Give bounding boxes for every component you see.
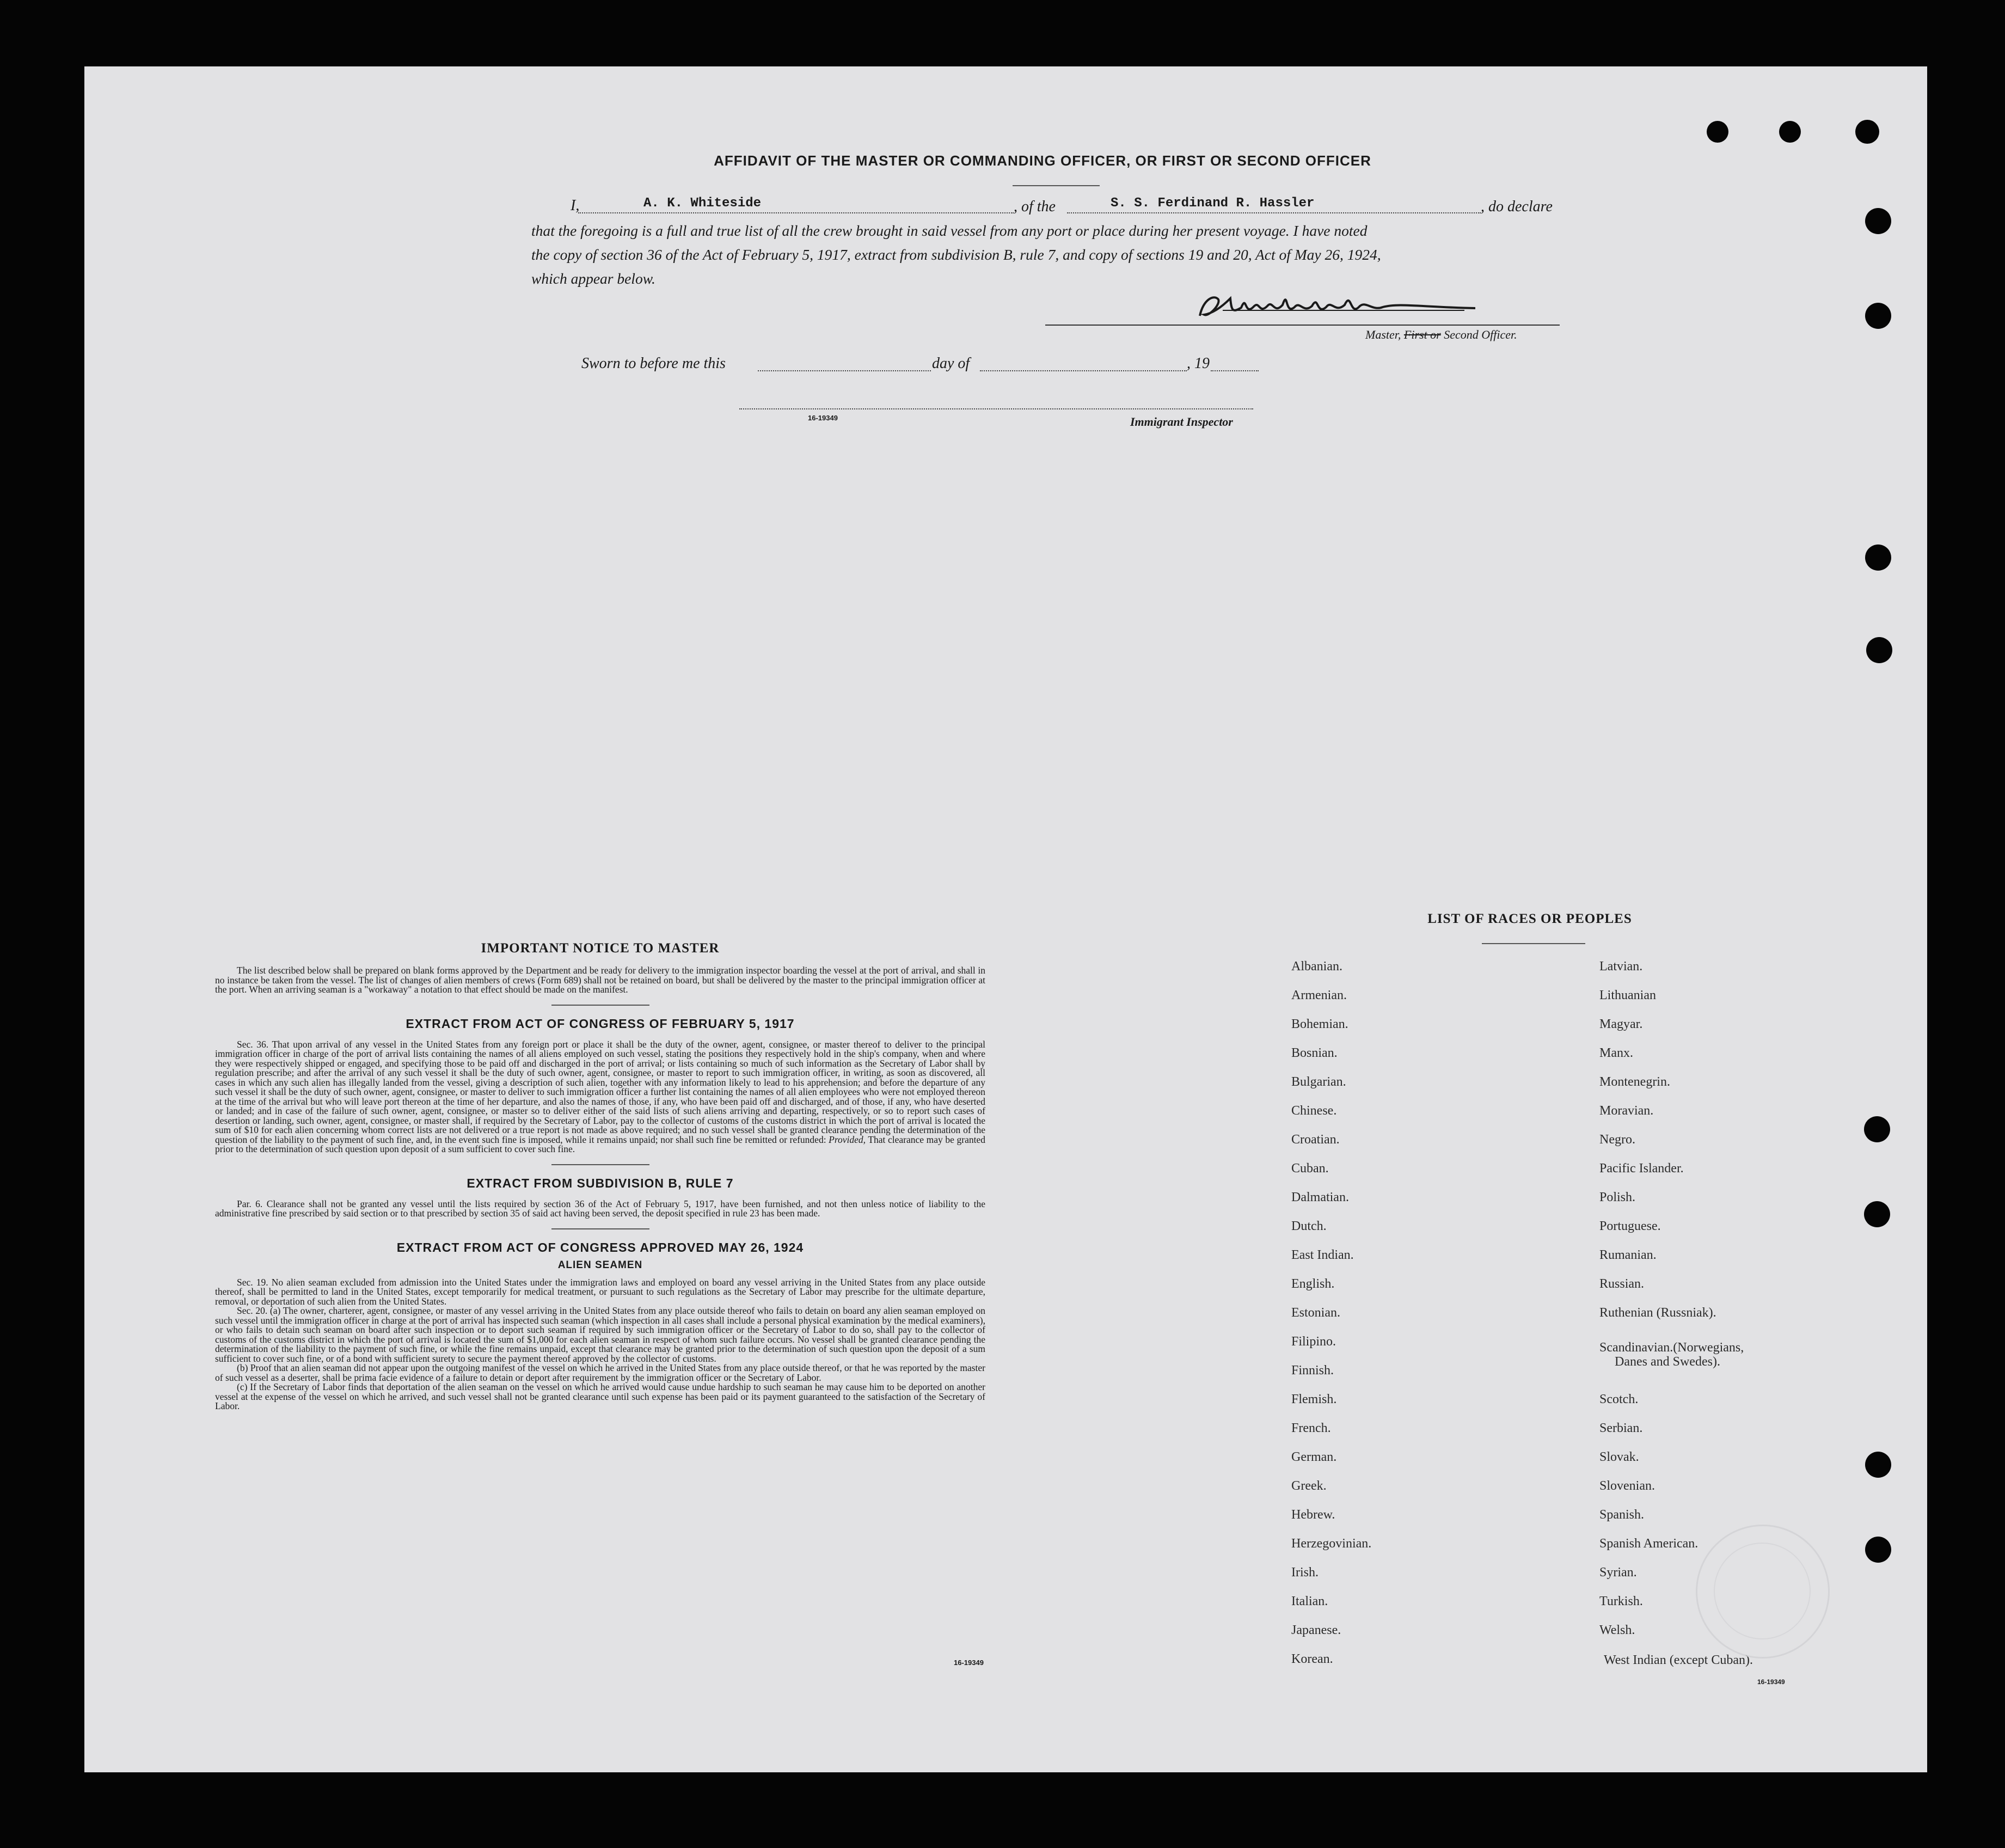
race-item: West Indian (except Cuban). bbox=[1604, 1653, 1753, 1667]
inspector-line bbox=[739, 408, 1253, 409]
punch-hole bbox=[1779, 121, 1801, 143]
affidavit-title: AFFIDAVIT OF THE MASTER OR COMMANDING OFFICER, OR FIRST OR SECOND OFFICER bbox=[714, 152, 1371, 169]
race-item: Russian. bbox=[1599, 1277, 1645, 1291]
master-name: A. K. Whiteside bbox=[643, 196, 762, 211]
punch-hole bbox=[1865, 208, 1891, 234]
race-item: Finnish. bbox=[1291, 1363, 1334, 1378]
punch-hole bbox=[1864, 1116, 1890, 1142]
race-item: Turkish. bbox=[1599, 1594, 1643, 1608]
sworn-day-field bbox=[758, 356, 931, 371]
notice-section bbox=[215, 941, 985, 1411]
divider bbox=[551, 1228, 649, 1229]
vessel-name: S. S. Ferdinand R. Hassler bbox=[1111, 196, 1315, 211]
divider bbox=[1482, 943, 1585, 944]
race-item: Korean. bbox=[1291, 1652, 1333, 1666]
extract-1917-title: EXTRACT FROM ACT OF CONGRESS OF FEBRUARY 5, 1917 bbox=[406, 1016, 795, 1031]
extract-1917-text bbox=[215, 1040, 985, 1154]
race-item: Albanian. bbox=[1291, 959, 1342, 974]
race-item: Montenegrin. bbox=[1599, 1075, 1670, 1089]
race-item: Croatian. bbox=[1291, 1133, 1340, 1147]
race-item: Estonian. bbox=[1291, 1306, 1340, 1320]
race-item: Irish. bbox=[1291, 1565, 1319, 1580]
race-item: Japanese. bbox=[1291, 1623, 1341, 1637]
affidavit-form-number: 16-19349 bbox=[808, 414, 838, 422]
extract-1924-title: EXTRACT FROM ACT OF CONGRESS APPROVED MAY 26, 1924 bbox=[396, 1240, 804, 1255]
race-item: Bulgarian. bbox=[1291, 1075, 1346, 1089]
race-item: English. bbox=[1291, 1277, 1335, 1291]
race-item: Serbian. bbox=[1599, 1421, 1643, 1435]
sworn-label: Sworn to before me this bbox=[581, 355, 726, 372]
notice-text: The list described below shall be prepared on blank forms approved by the Department and be ready for delivery to the immigration inspector boarding the vessel at the port of arrival, and shall in no instance be taken from the vessel. The list of changes of alien members of crews (Form 689) shall not be retained on board, but shall be delivered by the master to the principal immigration officer at the port. When an arriving seaman is a "workaway" a notation to that effect should be made on the manifest. bbox=[215, 965, 985, 995]
of-the-label: , of the bbox=[1014, 198, 1056, 215]
signature-caption bbox=[1365, 328, 1517, 342]
race-item: Dalmatian. bbox=[1291, 1190, 1349, 1204]
race-item: Cuban. bbox=[1291, 1161, 1329, 1176]
race-item: Scandinavian.(Norwegians, bbox=[1599, 1341, 1744, 1355]
affidavit-body-line-3: which appear below. bbox=[531, 270, 655, 287]
race-item: Bohemian. bbox=[1291, 1017, 1348, 1031]
caption-master: Master, bbox=[1365, 328, 1404, 341]
extract-rule7-text: Par. 6. Clearance shall not be granted any vessel until the lists required by section 36 of the Act of February 5, 1917, have been furnished, and not then unless notice of liability to the administrative fine prescribed by said section or to that prescribed by section 35 of said act having been served, the deposit specified in rule 23 has been made. bbox=[215, 1198, 985, 1219]
punch-hole bbox=[1865, 303, 1891, 329]
alien-seamen-subtitle: ALIEN SEAMEN bbox=[557, 1259, 643, 1271]
extract-1917-text-b: That clearance may be granted prior to the determination of such question upon deposit of a sum sufficient to cover such fine. bbox=[215, 1134, 985, 1154]
master-name-field bbox=[578, 196, 1014, 213]
race-item: French. bbox=[1291, 1421, 1331, 1435]
notice-form-number: 16-19349 bbox=[954, 1659, 984, 1667]
punch-hole bbox=[1865, 1452, 1891, 1478]
races-title: LIST OF RACES OR PEOPLES bbox=[1427, 911, 1632, 926]
affidavit-body-line-1: that the foregoing is a full and true list of all the crew brought in said vessel from any port or place during her present voyage. I have noted bbox=[531, 222, 1368, 239]
day-of-label: day of bbox=[932, 355, 970, 372]
race-item: Hebrew. bbox=[1291, 1508, 1335, 1522]
race-item: Filipino. bbox=[1291, 1335, 1336, 1349]
signature-line bbox=[1045, 325, 1560, 326]
i-label: I, bbox=[571, 197, 580, 214]
race-item: Danes and Swedes). bbox=[1615, 1355, 1720, 1369]
race-item: East Indian. bbox=[1291, 1248, 1354, 1262]
caption-struck: First or bbox=[1403, 328, 1441, 341]
vessel-name-field bbox=[1067, 196, 1481, 213]
race-item: Portuguese. bbox=[1599, 1219, 1661, 1233]
races-form-number: 16-19349 bbox=[1757, 1678, 1785, 1686]
do-declare-label: , do declare bbox=[1481, 198, 1553, 215]
race-item: German. bbox=[1291, 1450, 1337, 1464]
race-item: Moravian. bbox=[1599, 1104, 1654, 1118]
race-item: Chinese. bbox=[1291, 1104, 1337, 1118]
signature bbox=[1192, 283, 1475, 327]
race-item: Polish. bbox=[1599, 1190, 1636, 1204]
race-item: Welsh. bbox=[1599, 1623, 1635, 1637]
sworn-year-field bbox=[1211, 356, 1259, 371]
punch-hole bbox=[1864, 1201, 1890, 1227]
punch-hole bbox=[1866, 637, 1892, 663]
race-item: Negro. bbox=[1599, 1133, 1635, 1147]
race-item: Spanish American. bbox=[1599, 1537, 1699, 1551]
inspector-label: Immigrant Inspector bbox=[1130, 415, 1233, 429]
extract-1917-text-a: Sec. 36. That upon arrival of any vessel in the United States from any foreign port or place it shall be the duty of the owner, agent, consignee, or master thereof to deliver to the principal immigration officer in charge of the port of arrival lists containing the names of all aliens employed on such vessel, stating the positions they respectively hold in the ship's company, when and where they were respectively shipped or engaged, and specifying those to be paid off and discharged in the port of arrival; or lists containing so much of such information as the Secretary of Labor shall by regulation prescribe; and after the arrival of any such vessel it shall be the duty of such owner, agent, consignee, or master to report to such immigration officer, in writing, as soon as discovered, all cases in which any such alien has illegally landed from the vessel, giving a description of such alien, together with any information likely to lead to his apprehension; and before the departure of any such vessel it shall be the duty of such owner, agent, consignee, or master to deliver to such immigration officer a further list containing the names of all alien employees who were not employed thereon at the time of the arrival but who will leave port thereon at the time of her departure, and also the names of those, if any, who have been paid off and discharged, and of those, if any, who have deserted or landed; and in case of the failure of such owner, agent, consignee, or master so to deliver either of the said lists of such aliens arriving and departing, respectively, or so to report such cases of desertion or landing, such owner, agent, consignee, or master shall, if required by the Secretary of Labor, pay to the collector of customs of the customs district in which the port of arrival is located the sum of $10 for each alien concerning whom correct lists are not delivered or a true report is not made as above required; and no such vessel shall be granted clearance pending the determination of the question of the liability to the payment of such fine, and, in the event such fine is imposed, while it remains unpaid; nor shall such fine be remitted or refunded: bbox=[215, 1038, 985, 1145]
race-item: Slovak. bbox=[1599, 1450, 1639, 1464]
race-item: Dutch. bbox=[1291, 1219, 1327, 1233]
race-item: Magyar. bbox=[1599, 1017, 1643, 1031]
provided-word: Provided, bbox=[829, 1134, 866, 1145]
race-item: Armenian. bbox=[1291, 988, 1347, 1002]
divider bbox=[551, 1005, 649, 1006]
race-item: Slovenian. bbox=[1599, 1479, 1655, 1493]
race-item: Spanish. bbox=[1599, 1508, 1645, 1522]
race-item: Greek. bbox=[1291, 1479, 1327, 1493]
race-item: Latvian. bbox=[1599, 959, 1643, 974]
extract-rule7-title: EXTRACT FROM SUBDIVISION B, RULE 7 bbox=[467, 1176, 734, 1190]
race-item: Bosnian. bbox=[1291, 1046, 1338, 1060]
race-item: Herzegovinian. bbox=[1291, 1537, 1372, 1551]
faint-seal-stamp bbox=[1696, 1525, 1830, 1659]
divider bbox=[551, 1164, 649, 1165]
punch-hole bbox=[1865, 544, 1891, 571]
punch-hole bbox=[1865, 1537, 1891, 1563]
race-item: Syrian. bbox=[1599, 1565, 1637, 1580]
race-item: Ruthenian (Russniak). bbox=[1599, 1306, 1716, 1320]
punch-hole bbox=[1707, 121, 1728, 143]
sec19-text: Sec. 19. No alien seaman excluded from admission into the United States under the immigration laws and employed on board any vessel arriving in the United States from any place outside thereof, shall be permitted to land in the United States, except temporarily for medical treatment, or pursuant to such regulations as the Secretary of Labor may prescribe for the ultimate departure, removal, or deportation of such alien from the United States. bbox=[215, 1276, 985, 1307]
sworn-month-field bbox=[980, 356, 1187, 371]
race-item: Scotch. bbox=[1599, 1392, 1639, 1406]
affidavit-body-line-2: the copy of section 36 of the Act of February 5, 1917, extract from subdivision B, rule 7, and copy of sections 19 and 20, Act of May 26, 1924, bbox=[531, 246, 1381, 263]
race-item: Flemish. bbox=[1291, 1392, 1337, 1406]
race-item: Lithuanian bbox=[1599, 988, 1656, 1002]
race-item: Rumanian. bbox=[1599, 1248, 1657, 1262]
sec20c-text: (c) If the Secretary of Labor finds that deportation of the alien seaman on the vessel on which he arrived would cause undue hardship to such seaman he may cause him to be deported on another vessel at the expense of the vessel on which he arrived, and such vessel shall not be granted clearance until such expense has been paid or its payment guaranteed to the satisfaction of the Secretary of Labor. bbox=[215, 1381, 985, 1411]
race-item: Manx. bbox=[1599, 1046, 1633, 1060]
divider bbox=[1013, 185, 1100, 186]
race-item: Pacific Islander. bbox=[1599, 1161, 1684, 1176]
year-label: , 19 bbox=[1187, 355, 1210, 372]
sec20b-text: (b) Proof that an alien seaman did not appear upon the outgoing manifest of the vessel on which he arrived in the United States from any place outside thereof, or that he was reported by the master of such vessel as a deserter, shall be prima facie evidence of a failure to detain or deport after requirement by the immigration officer or the Secretary of Labor. bbox=[215, 1362, 985, 1383]
punch-hole bbox=[1855, 120, 1879, 144]
caption-second-officer: Second Officer. bbox=[1440, 328, 1517, 341]
race-item: Italian. bbox=[1291, 1594, 1328, 1608]
sec20a-text: Sec. 20. (a) The owner, charterer, agent, consignee, or master of any vessel arriving in the United States from any place outside thereof who fails to detain on board any alien seaman employed on such vessel until the immigration officer in charge at the port of arrival has inspected such seaman (which inspection in all cases shall include a personal physical examination by the medical examiners), or who fails to detain such seaman on board after such inspection or to deport such seaman if required by such immigration officer or the Secretary of Labor to do so, shall pay to the collector of customs of the customs district in which the port of arrival is located the sum of $1,000 for each alien seaman in respect of whom such failure occurs. No vessel shall be granted clearance pending the determination of the liability to the payment of such fine, or while the fine remains unpaid, except that clearance may be granted prior to the determination of such question upon the deposit of a sum sufficient to cover such fine, or of a bond with sufficient surety to secure the payment thereof approved by the collector of customs. bbox=[215, 1305, 985, 1364]
notice-title: IMPORTANT NOTICE TO MASTER bbox=[481, 941, 720, 956]
